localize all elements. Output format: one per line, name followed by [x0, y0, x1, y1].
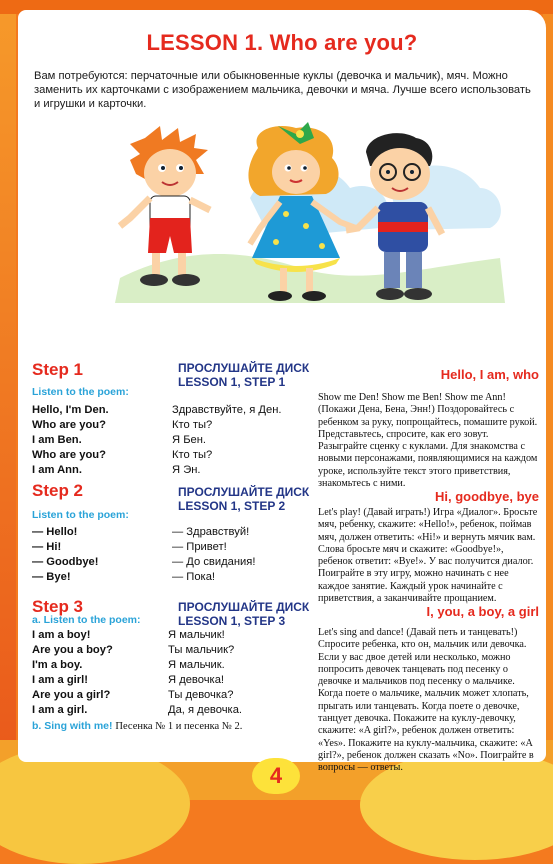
poem-translation: — Пока! [172, 571, 216, 583]
poem-translation: Кто ты? [172, 449, 213, 461]
poem-line: — Bye! [32, 571, 71, 583]
poem-line: Who are you? [32, 449, 106, 461]
step3-disc-title [178, 600, 309, 628]
step2-right-heading: Hi, goodbye, bye [434, 489, 539, 504]
poem-line: I am a girl. [32, 704, 88, 716]
poem-line: — Goodbye! [32, 556, 99, 568]
poem-translation: Я Бен. [172, 434, 207, 446]
step2-disc-line1: ПРОСЛУШАЙТЕ ДИСК [178, 485, 310, 499]
poem-line: Hello, I'm Den. [32, 404, 109, 416]
sing-with-me [32, 720, 242, 732]
poem-line: Who are you? [32, 419, 106, 431]
frame-left-band [0, 0, 16, 800]
poem-translation: Я мальчик. [168, 659, 225, 671]
step1-right-text: Show me Den! Show me Ben! Show me Ann! (Покажи Дена, Бена, Энн!) Поздоровайтесь с ребенком за руку, попрощайтесь, помашите рукой. Представьтесь, спросите, как его зовут. Разыграйте сценку с куклами. Для знакомства с новыми персонажами, появляющимися на каждом уроке, используйте текст этого приветствия, знакомьтесь с ними. [318, 392, 538, 490]
poem-line: I am Ben. [32, 434, 82, 446]
poem-line: I am a boy! [32, 629, 91, 641]
poem-translation: Здравствуйте, я Ден. [172, 404, 282, 416]
poem-line: — Hi! [32, 541, 62, 553]
poem-line: Are you a girl? [32, 689, 111, 701]
poem-translation: Ты девочка? [168, 689, 234, 701]
sing-with-me-songs: Песенка № 1 и песенка № 2. [115, 721, 243, 732]
step2-disc-line2: LESSON 1, STEP 2 [178, 499, 286, 513]
step1-right-heading: Hello, I am, who [440, 367, 539, 382]
step3-right-heading: I, you, a boy, a girl [426, 604, 539, 619]
step2-listen: Listen to the poem: [32, 509, 129, 521]
page-number: 4 [252, 758, 300, 794]
step1-disc-title [178, 361, 309, 389]
poem-translation: Я Эн. [172, 464, 201, 476]
sing-with-me-label: b. Sing with me! [32, 720, 113, 732]
children-illustration [100, 118, 520, 318]
poem-translation: Я мальчик! [168, 629, 225, 641]
poem-translation: Кто ты? [172, 419, 213, 431]
poem-line: Are you a boy? [32, 644, 113, 656]
lesson-title: LESSON 1. Who are you? [146, 30, 418, 55]
step3-disc-line1: ПРОСЛУШАЙТЕ ДИСК [178, 600, 310, 614]
poem-translation: — Привет! [172, 541, 227, 553]
poem-translation: Я девочка! [168, 674, 225, 686]
step3-right-text: Let's sing and dance! (Давай петь и танцевать!) Спросите ребенка, кто он, мальчик или девочка. Если у вас двое детей или несколько, можно попросить девочек танцевать под песенку о девочке и мальчиков под песенку о мальчике. Когда поете о мальчике, мальчик может хлопать, прыгать или танцевать. Когда поете о девочке, танцует девочка. Покажите на куклу-девочку, скажите: «A girl?», ребенок должен ответить: «Yes». Покажите на куклу-мальчика, скажите: «A girl?», ребенок должен сказать «No». Поиграйте в вопросы — ответы. [318, 627, 534, 774]
step2-disc-title [178, 485, 309, 513]
poem-translation: — Здравствуй! [172, 526, 250, 538]
intro-text: Вам потребуются: перчаточные или обыкновенные куклы (девочка и мальчик), мяч. Можно заменить их карточками с изображением мальчика, девочки и мяча. Лучше всего использовать и игрушки и карточки. [34, 70, 531, 110]
step1-disc-line2: LESSON 1, STEP 1 [178, 375, 286, 389]
step1-listen: Listen to the poem: [32, 386, 129, 398]
poem-line: I'm a boy. [32, 659, 83, 671]
poem-line: I am Ann. [32, 464, 82, 476]
step2-label: Step 2 [32, 481, 84, 500]
step3-label: Step 3 [32, 597, 84, 616]
poem-line: — Hello! [32, 526, 78, 538]
step1-label: Step 1 [32, 360, 84, 379]
poem-translation: Да, я девочка. [168, 704, 243, 716]
step1-disc-line1: ПРОСЛУШАЙТЕ ДИСК [178, 361, 310, 375]
step3-disc-line2: LESSON 1, STEP 3 [178, 614, 286, 628]
poem-translation: Ты мальчик? [168, 644, 235, 656]
poem-line: I am a girl! [32, 674, 88, 686]
step3-listen: a. Listen to the poem: [32, 614, 141, 626]
poem-translation: — До свидания! [172, 556, 256, 568]
step2-right-text: Let's play! (Давай играть!) Игра «Диалог». Бросьте мяч, ребенку, скажите: «Hello!», ребенок, поймав мяч, должен ответить: «Hi!» и вернуть мячик вам. Слова бросьте мяч и скажите: «Goodbye!», ребенок ответит: «Bye!». У вас получится диалог. Поиграйте в эту игру, можно начинать с нее каждое занятие. Каждый урок начинайте с приветствия, а заканчивайте прощанием. [318, 507, 538, 605]
